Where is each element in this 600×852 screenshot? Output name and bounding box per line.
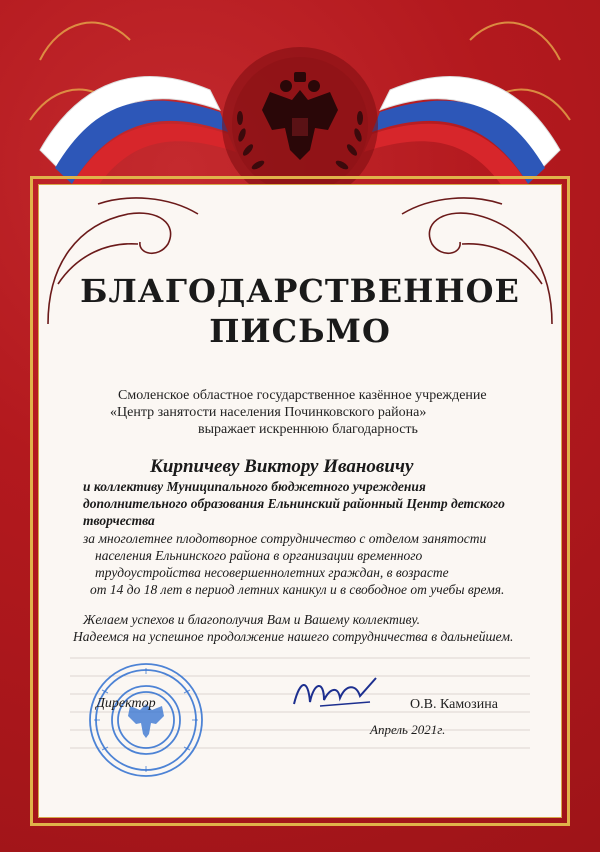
official-seal-icon: [86, 660, 206, 780]
letter-title-line1: БЛАГОДАРСТВЕННОЕ: [80, 272, 520, 310]
letter-title-line2: ПИСЬМО: [209, 312, 391, 350]
director-label: Директор: [96, 696, 156, 711]
wish-line2: Надеемся на успешное продолжение нашего сотрудничества в дальнейшем.: [73, 629, 514, 644]
issuer-line3: выражает искреннюю благодарность: [198, 422, 418, 437]
recipient-org-line1: и коллективу Муниципального бюджетного учреждения: [83, 479, 426, 494]
recipient-name: Кирпичеву Виктору Ивановичу: [150, 456, 414, 477]
recipient-org-line3: творчества: [83, 513, 155, 528]
wish-line1: Желаем успехов и благополучия Вам и Вашему коллективу.: [83, 612, 421, 627]
body-line3: трудоустройства несовершеннолетних граждан, в возрасте: [95, 565, 449, 580]
body-line2: населения Ельнинского района в организации временного: [95, 548, 423, 563]
issuer-line1: Смоленское областное государственное казённое учреждение: [118, 388, 487, 403]
letter-date: Апрель 2021г.: [370, 722, 446, 737]
recipient-org-line2: дополнительного образования Ельнинский районный Центр детского: [83, 496, 505, 511]
body-line1: за многолетнее плодотворное сотрудничество с отделом занятости: [83, 531, 487, 546]
director-name: О.В. Камозина: [410, 697, 498, 712]
issuer-line2: «Центр занятости населения Починковского района»: [110, 405, 427, 420]
signature-icon: [290, 672, 380, 712]
header-decoration: [0, 0, 600, 200]
body-line4: от 14 до 18 лет в период летних каникул и в свободное от учебы время.: [90, 582, 505, 597]
